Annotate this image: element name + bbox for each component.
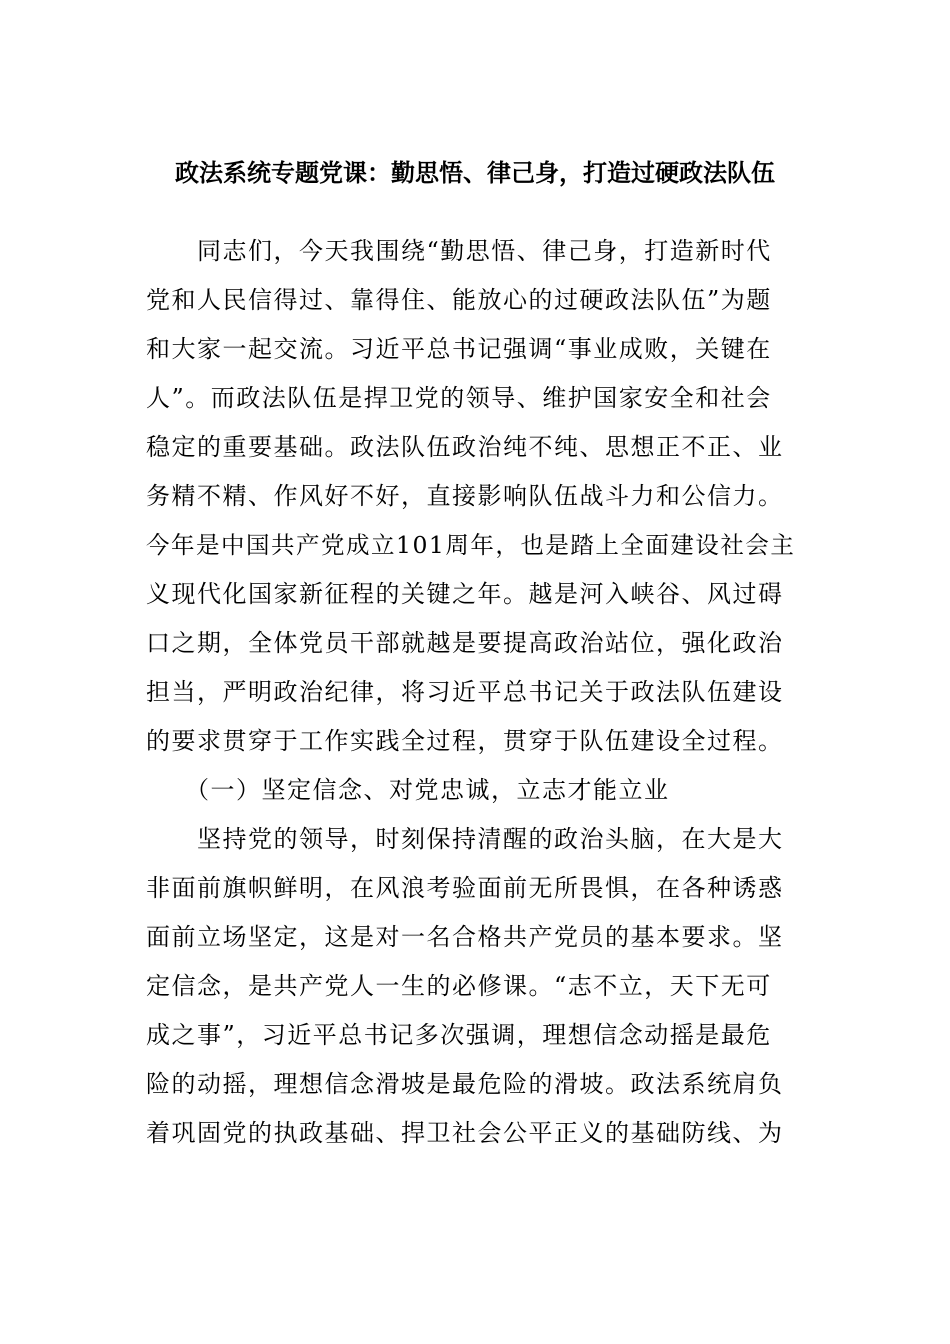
body-line: 口之期，全体党员干部就越是要提高政治站位，强化政治 xyxy=(146,629,784,657)
body-line: 同志们，今天我围绕“勤思悟、律己身，打造新时代 xyxy=(146,237,772,265)
body-line: 人”。而政法队伍是捍卫党的领导、维护国家安全和社会 xyxy=(146,384,772,412)
body-line: 的要求贯穿于工作实践全过程，贯穿于队伍建设全过程。 xyxy=(146,727,784,755)
body-line: 成之事”，习近平总书记多次强调，理想信念动摇是最危 xyxy=(146,1021,772,1049)
body-line: 定信念，是共产党人一生的必修课。“志不立，天下无可 xyxy=(146,972,772,1000)
body-line: 稳定的重要基础。政法队伍政治纯不纯、思想正不正、业 xyxy=(146,433,784,461)
body-line: 务精不精、作风好不好，直接影响队伍战斗力和公信力。 xyxy=(146,482,784,510)
body-line: 义现代化国家新征程的关键之年。越是河入峡谷、风过碍 xyxy=(146,580,784,608)
section-heading: （一）坚定信念、对党忠诚，立志才能立业 xyxy=(146,776,670,804)
body-line: 险的动摇，理想信念滑坡是最危险的滑坡。政法系统肩负 xyxy=(146,1070,784,1098)
body-line: 和大家一起交流。习近平总书记强调“事业成败，关键在 xyxy=(146,335,772,363)
document-title: 政法系统专题党课：勤思悟、律己身，打造过硬政法队伍 xyxy=(175,158,775,187)
body-line: 党和人民信得过、靠得住、能放心的过硬政法队伍”为题 xyxy=(146,286,772,314)
body-line: 坚持党的领导，时刻保持清醒的政治头脑，在大是大 xyxy=(146,825,784,853)
body-line: 担当，严明政治纪律，将习近平总书记关于政法队伍建设 xyxy=(146,678,784,706)
body-line: 今年是中国共产党成立101周年，也是踏上全面建设社会主 xyxy=(146,531,796,559)
body-line: 非面前旗帜鲜明，在风浪考验面前无所畏惧，在各种诱惑 xyxy=(146,874,784,902)
body-line: 面前立场坚定，这是对一名合格共产党员的基本要求。坚 xyxy=(146,923,784,951)
body-line: 着巩固党的执政基础、捍卫社会公平正义的基础防线、为 xyxy=(146,1119,784,1147)
